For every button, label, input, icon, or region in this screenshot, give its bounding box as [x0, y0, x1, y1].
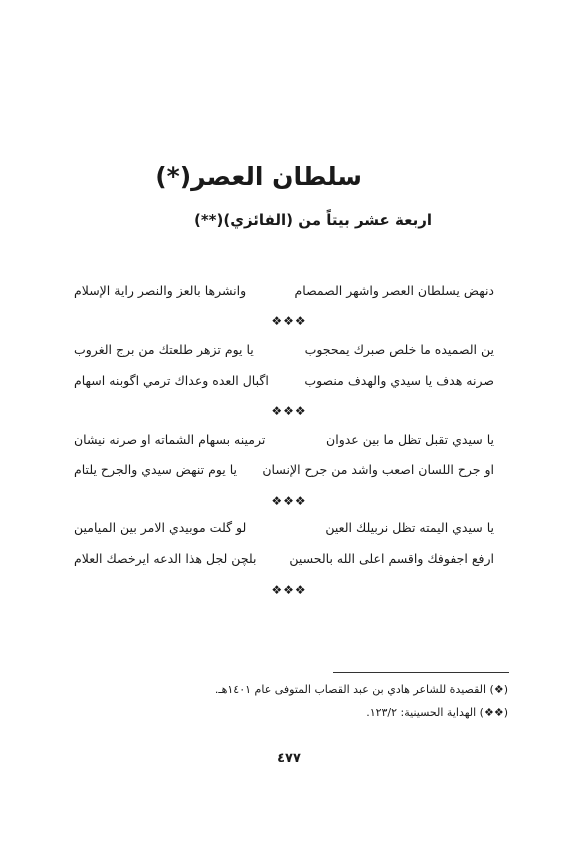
verse-second-hemistich: يا يوم تنهض سيدي والجرح يلتام: [74, 462, 238, 477]
verse-first-hemistich: او جرح اللسان اصعب واشد من جرح الإنسان: [262, 462, 494, 477]
verse-second-hemistich: اگبال العده وعداك ترمي اگوبنه اسهام: [74, 373, 269, 388]
verse-first-hemistich: ين الصميده ما خلص صبرك يمحجوب: [304, 342, 494, 357]
verse-line: [74, 432, 494, 452]
verse-line: [74, 520, 494, 540]
verse-line: [74, 551, 494, 571]
footnote: (❖) القصيدة للشاعر هادي بن عبد القصاب المتوفى عام ١٤٠١هـ.: [214, 683, 508, 696]
verse-first-hemistich: دنهض يسلطان العصر واشهر الصمصام: [294, 283, 494, 298]
stanza-separator: ❖❖❖: [271, 494, 307, 508]
stanza-separator: ❖❖❖: [271, 314, 307, 328]
verse-line: [74, 342, 494, 362]
verse-first-hemistich: يا سيدي اليمته تظل نربيلك العين: [325, 520, 494, 535]
verse-second-hemistich: يا يوم تزهر طلعتك من برج الغروب: [74, 342, 254, 357]
verse-second-hemistich: لو گلت موبيدي الامر بين الميامين: [74, 520, 247, 535]
stanza-separator: ❖❖❖: [271, 583, 307, 597]
verse-second-hemistich: بلچن لجل هذا الدعه ايرخصك العلام: [74, 551, 257, 566]
verse-first-hemistich: ارفع اجفوفك واقسم اعلى الله بالحسين: [289, 551, 494, 566]
stanza-separator: ❖❖❖: [271, 404, 307, 418]
verse-second-hemistich: ترمينه بسهام الشماته او صرنه نيشان: [74, 432, 266, 447]
poem-title: سلطان العصر(*): [155, 162, 362, 191]
poem-subtitle: اربعة عشر بيتاً من (الفائزي)(**): [193, 211, 432, 229]
verse-first-hemistich: صرنه هدف يا سيدي والهدف منصوب: [304, 373, 494, 388]
verse-line: [74, 373, 494, 393]
page-number: ٤٧٧: [277, 751, 301, 766]
footnote-divider: [333, 672, 509, 673]
verse-line: [74, 283, 494, 303]
footnote: (❖❖) الهداية الحسينية: ١٢٣/٢.: [366, 706, 508, 719]
verse-second-hemistich: وانشرها بالعز والنصر راية الإسلام: [74, 283, 247, 298]
verse-first-hemistich: يا سيدي تقبل تظل ما بين عدوان: [326, 432, 494, 447]
verse-line: [74, 462, 494, 482]
